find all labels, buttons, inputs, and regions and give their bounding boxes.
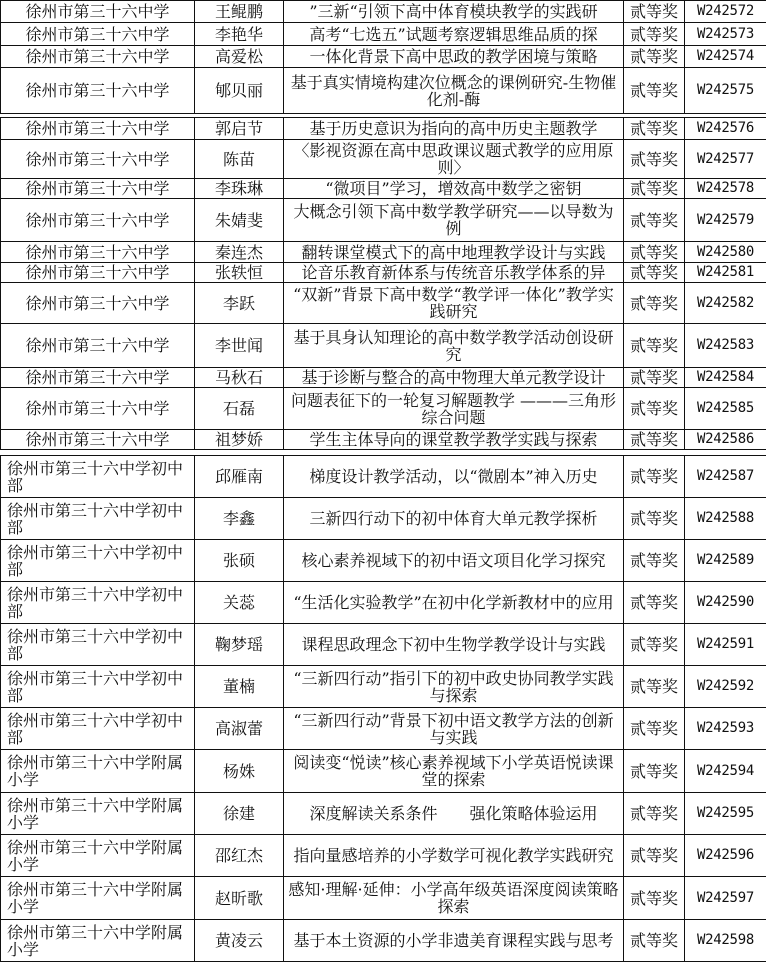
table-row: [1, 430, 766, 450]
table-row: [1, 750, 766, 793]
award-cell: 贰等奖: [624, 68, 685, 114]
name-cell: 赵昕歌: [195, 877, 284, 920]
code-cell: W242596: [685, 835, 766, 877]
table-row: [1, 388, 766, 430]
table-row: [1, 140, 766, 179]
award-cell: 贰等奖: [624, 430, 685, 450]
code-cell: W242586: [685, 430, 766, 450]
school-cell: 徐州市第三十六中学初中部: [1, 582, 195, 624]
table-row: [1, 263, 766, 283]
table-row: [1, 666, 766, 708]
code-cell: W242574: [685, 46, 766, 68]
award-cell: 贰等奖: [624, 242, 685, 263]
table-row: [1, 877, 766, 920]
code-cell: W242578: [685, 179, 766, 199]
title-cell: 核心素养视域下的初中语文项目化学习探究: [284, 540, 624, 582]
school-cell: 徐州市第三十六中学: [1, 23, 195, 46]
code-cell: W242582: [685, 283, 766, 324]
title-cell: 阅读变“悦读”核心素养视域下小学英语悦读课堂的探索: [284, 750, 624, 793]
title-cell: 基于本土资源的小学非遗美育课程实践与思考: [284, 920, 624, 962]
award-cell: 贰等奖: [624, 1, 685, 23]
table-row: [1, 540, 766, 582]
award-cell: 贰等奖: [624, 498, 685, 540]
award-cell: 贰等奖: [624, 23, 685, 46]
name-cell: 邱雁南: [195, 456, 284, 498]
code-cell: W242585: [685, 388, 766, 430]
table-row: [1, 199, 766, 242]
name-cell: 李艳华: [195, 23, 284, 46]
code-cell: W242597: [685, 877, 766, 920]
award-cell: 贰等奖: [624, 624, 685, 666]
award-cell: 贰等奖: [624, 456, 685, 498]
award-cell: 贰等奖: [624, 46, 685, 68]
title-cell: 〈影视资源在高中思政课议题式教学的应用原则〉: [284, 140, 624, 179]
school-cell: 徐州市第三十六中学附属小学: [1, 750, 195, 793]
school-cell: 徐州市第三十六中学附属小学: [1, 920, 195, 962]
school-cell: 徐州市第三十六中学附属小学: [1, 793, 195, 835]
title-cell: “双新”背景下高中数学“教学评一体化”教学实践研究: [284, 283, 624, 324]
name-cell: 李珠琳: [195, 179, 284, 199]
table-row: [1, 1, 766, 23]
award-cell: 贰等奖: [624, 920, 685, 962]
code-cell: W242594: [685, 750, 766, 793]
name-cell: 鞠梦瑶: [195, 624, 284, 666]
code-cell: W242589: [685, 540, 766, 582]
school-cell: 徐州市第三十六中学: [1, 263, 195, 283]
code-cell: W242575: [685, 68, 766, 114]
name-cell: 马秋石: [195, 368, 284, 388]
code-cell: W242583: [685, 324, 766, 368]
school-cell: 徐州市第三十六中学初中部: [1, 624, 195, 666]
school-cell: 徐州市第三十六中学: [1, 1, 195, 23]
award-table-segment-2: [0, 117, 766, 450]
school-cell: 徐州市第三十六中学: [1, 118, 195, 140]
school-cell: 徐州市第三十六中学: [1, 324, 195, 368]
table-row: [1, 242, 766, 263]
school-cell: 徐州市第三十六中学: [1, 68, 195, 114]
table-row: [1, 456, 766, 498]
award-cell: 贰等奖: [624, 877, 685, 920]
title-cell: 翻转课堂模式下的高中地理教学设计与实践: [284, 242, 624, 263]
name-cell: 徐建: [195, 793, 284, 835]
school-cell: 徐州市第三十六中学: [1, 368, 195, 388]
code-cell: W242584: [685, 368, 766, 388]
name-cell: 董楠: [195, 666, 284, 708]
table-row: [1, 324, 766, 368]
award-cell: 贰等奖: [624, 263, 685, 283]
name-cell: 郇贝丽: [195, 68, 284, 114]
title-cell: 基于历史意识为指向的高中历史主题教学: [284, 118, 624, 140]
code-cell: W242588: [685, 498, 766, 540]
table-row: [1, 624, 766, 666]
table-row: [1, 582, 766, 624]
award-cell: 贰等奖: [624, 140, 685, 179]
school-cell: 徐州市第三十六中学: [1, 430, 195, 450]
school-cell: 徐州市第三十六中学: [1, 140, 195, 179]
table-row: [1, 283, 766, 324]
table-row: [1, 368, 766, 388]
name-cell: 李鑫: [195, 498, 284, 540]
name-cell: 李世闻: [195, 324, 284, 368]
table-row: [1, 920, 766, 962]
title-cell: 论音乐教育新体系与传统音乐教学体系的异: [284, 263, 624, 283]
school-cell: 徐州市第三十六中学: [1, 179, 195, 199]
title-cell: 指向量感培养的小学数学可视化教学实践研究: [284, 835, 624, 877]
award-cell: 贰等奖: [624, 793, 685, 835]
table-row: [1, 708, 766, 750]
school-cell: 徐州市第三十六中学初中部: [1, 540, 195, 582]
title-cell: 大概念引领下高中数学教学研究——以导数为例: [284, 199, 624, 242]
table-row: [1, 46, 766, 68]
title-cell: “生活化实验教学”在初中化学新教材中的应用: [284, 582, 624, 624]
code-cell: W242591: [685, 624, 766, 666]
name-cell: 李跃: [195, 283, 284, 324]
name-cell: 高淑蕾: [195, 708, 284, 750]
code-cell: W242590: [685, 582, 766, 624]
title-cell: 感知·理解·延伸：小学高年级英语深度阅读策略探索: [284, 877, 624, 920]
title-cell: 学生主体导向的课堂教学教学实践与探索: [284, 430, 624, 450]
name-cell: 黄凌云: [195, 920, 284, 962]
name-cell: 陈苗: [195, 140, 284, 179]
code-cell: W242572: [685, 1, 766, 23]
name-cell: 祖梦娇: [195, 430, 284, 450]
table-row: [1, 179, 766, 199]
award-cell: 贰等奖: [624, 540, 685, 582]
name-cell: 张硕: [195, 540, 284, 582]
code-cell: W242587: [685, 456, 766, 498]
table-row: [1, 23, 766, 46]
title-cell: 基于诊断与整合的高中物理大单元教学设计: [284, 368, 624, 388]
table-row: [1, 793, 766, 835]
title-cell: 梯度设计教学活动，以“微剧本”神入历史: [284, 456, 624, 498]
award-cell: 贰等奖: [624, 708, 685, 750]
title-cell: 问题表征下的一轮复习解题教学 ———三角形综合问题: [284, 388, 624, 430]
code-cell: W242581: [685, 263, 766, 283]
table-row: [1, 118, 766, 140]
award-table-segment-3: [0, 455, 766, 962]
school-cell: 徐州市第三十六中学: [1, 242, 195, 263]
table-row: [1, 68, 766, 114]
code-cell: W242592: [685, 666, 766, 708]
code-cell: W242579: [685, 199, 766, 242]
name-cell: 石磊: [195, 388, 284, 430]
school-cell: 徐州市第三十六中学初中部: [1, 708, 195, 750]
title-cell: 一体化背景下高中思政的教学困境与策略: [284, 46, 624, 68]
award-cell: 贰等奖: [624, 324, 685, 368]
name-cell: 郭启节: [195, 118, 284, 140]
award-cell: 贰等奖: [624, 368, 685, 388]
title-cell: “三新四行动”指引下的初中政史协同教学实践与探索: [284, 666, 624, 708]
award-cell: 贰等奖: [624, 666, 685, 708]
table-row: [1, 498, 766, 540]
code-cell: W242580: [685, 242, 766, 263]
title-cell: 基于真实情境构建次位概念的课例研究-生物催化剂-酶: [284, 68, 624, 114]
award-cell: 贰等奖: [624, 582, 685, 624]
award-cell: 贰等奖: [624, 118, 685, 140]
award-cell: 贰等奖: [624, 179, 685, 199]
school-cell: 徐州市第三十六中学初中部: [1, 456, 195, 498]
code-cell: W242598: [685, 920, 766, 962]
title-cell: “三新四行动”背景下初中语文教学方法的创新与实践: [284, 708, 624, 750]
name-cell: 邵红杰: [195, 835, 284, 877]
title-cell: 高考“七选五”试题考察逻辑思维品质的探: [284, 23, 624, 46]
title-cell: 三新四行动下的初中体育大单元教学探析: [284, 498, 624, 540]
name-cell: 朱婧斐: [195, 199, 284, 242]
name-cell: 高爱松: [195, 46, 284, 68]
school-cell: 徐州市第三十六中学: [1, 388, 195, 430]
name-cell: 关蕊: [195, 582, 284, 624]
school-cell: 徐州市第三十六中学附属小学: [1, 835, 195, 877]
name-cell: 张轶恒: [195, 263, 284, 283]
award-cell: 贰等奖: [624, 199, 685, 242]
award-cell: 贰等奖: [624, 835, 685, 877]
title-cell: “微项目”学习，增效高中数学之密钥: [284, 179, 624, 199]
title-cell: ”三新“引领下高中体育模块教学的实践研: [284, 1, 624, 23]
award-cell: 贰等奖: [624, 750, 685, 793]
name-cell: 杨姝: [195, 750, 284, 793]
school-cell: 徐州市第三十六中学附属小学: [1, 877, 195, 920]
school-cell: 徐州市第三十六中学初中部: [1, 666, 195, 708]
code-cell: W242577: [685, 140, 766, 179]
award-cell: 贰等奖: [624, 388, 685, 430]
code-cell: W242595: [685, 793, 766, 835]
school-cell: 徐州市第三十六中学初中部: [1, 498, 195, 540]
title-cell: 课程思政理念下初中生物学教学设计与实践: [284, 624, 624, 666]
school-cell: 徐州市第三十六中学: [1, 283, 195, 324]
name-cell: 王鲲鹏: [195, 1, 284, 23]
title-cell: 基于具身认知理论的高中数学教学活动创设研究: [284, 324, 624, 368]
award-cell: 贰等奖: [624, 283, 685, 324]
code-cell: W242573: [685, 23, 766, 46]
code-cell: W242576: [685, 118, 766, 140]
name-cell: 秦连杰: [195, 242, 284, 263]
title-cell: 深度解读关系条件 强化策略体验运用: [284, 793, 624, 835]
school-cell: 徐州市第三十六中学: [1, 199, 195, 242]
school-cell: 徐州市第三十六中学: [1, 46, 195, 68]
code-cell: W242593: [685, 708, 766, 750]
award-table-segment-1: [0, 0, 766, 114]
table-row: [1, 835, 766, 877]
